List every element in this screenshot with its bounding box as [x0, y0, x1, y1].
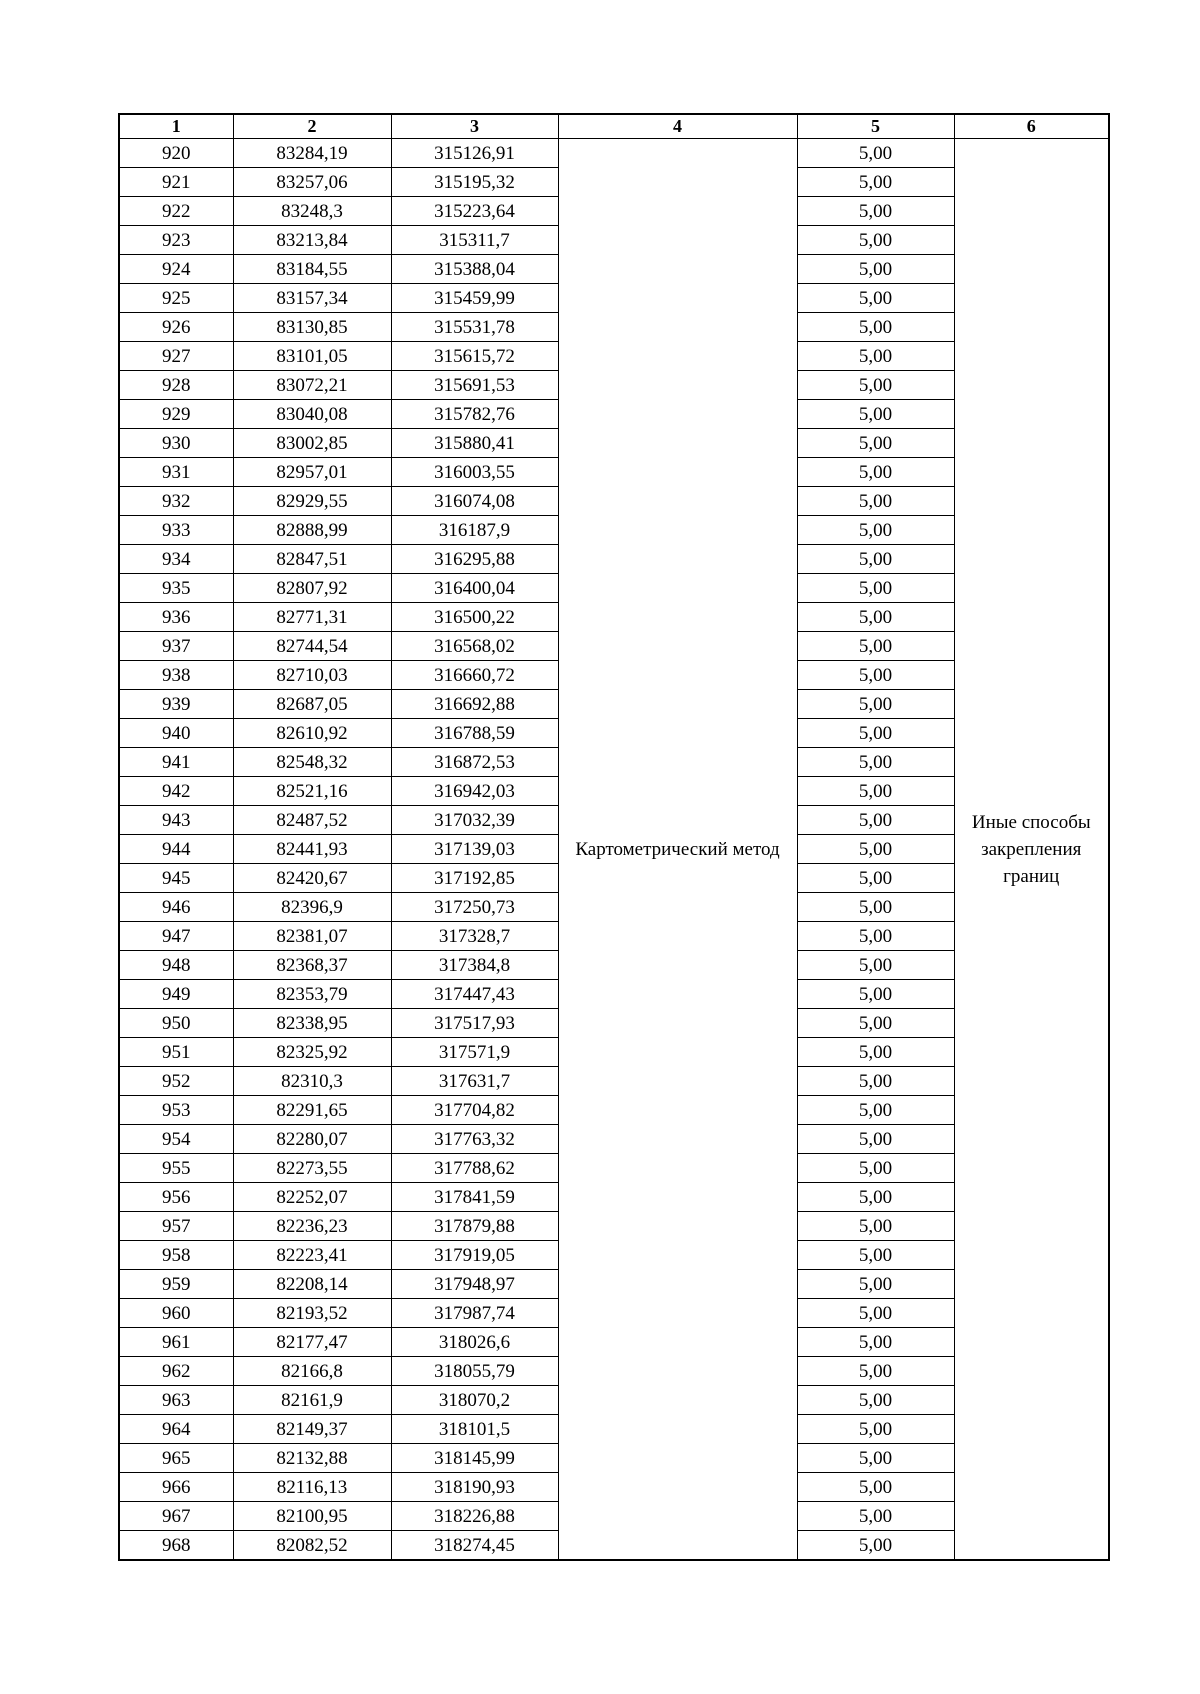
point-number-cell: 941	[119, 748, 233, 777]
accuracy-cell: 5,00	[797, 980, 954, 1009]
coordinate-y-cell: 316187,9	[391, 516, 558, 545]
point-number-cell: 948	[119, 951, 233, 980]
point-number-cell: 925	[119, 284, 233, 313]
point-number-cell: 932	[119, 487, 233, 516]
coordinate-x-cell: 82273,55	[233, 1154, 391, 1183]
point-number-cell: 957	[119, 1212, 233, 1241]
accuracy-cell: 5,00	[797, 777, 954, 806]
coordinate-y-cell: 316003,55	[391, 458, 558, 487]
accuracy-cell: 5,00	[797, 1212, 954, 1241]
point-number-cell: 926	[119, 313, 233, 342]
coordinate-x-cell: 82325,92	[233, 1038, 391, 1067]
boundary-points-table	[118, 113, 1110, 1561]
coordinate-x-cell: 82177,47	[233, 1328, 391, 1357]
coordinate-x-cell: 82338,95	[233, 1009, 391, 1038]
coordinate-x-cell: 82252,07	[233, 1183, 391, 1212]
coordinate-x-cell: 82687,05	[233, 690, 391, 719]
accuracy-cell: 5,00	[797, 806, 954, 835]
coordinate-y-cell: 316788,59	[391, 719, 558, 748]
header-col-5: 5	[797, 114, 954, 139]
coordinate-y-cell: 318026,6	[391, 1328, 558, 1357]
coordinate-y-cell: 317250,73	[391, 893, 558, 922]
point-number-cell: 947	[119, 922, 233, 951]
coordinate-y-cell: 317384,8	[391, 951, 558, 980]
fixing-method-cell: Иные способы закрепления границ	[954, 139, 1109, 1561]
point-number-cell: 959	[119, 1270, 233, 1299]
coordinate-x-cell: 83157,34	[233, 284, 391, 313]
coordinate-y-cell: 317032,39	[391, 806, 558, 835]
coordinate-x-cell: 83002,85	[233, 429, 391, 458]
coordinate-y-cell: 317948,97	[391, 1270, 558, 1299]
accuracy-cell: 5,00	[797, 690, 954, 719]
point-number-cell: 961	[119, 1328, 233, 1357]
table-row	[119, 139, 1109, 168]
point-number-cell: 938	[119, 661, 233, 690]
coordinate-x-cell: 83101,05	[233, 342, 391, 371]
coordinate-y-cell: 317328,7	[391, 922, 558, 951]
coordinate-y-cell: 317763,32	[391, 1125, 558, 1154]
coordinate-y-cell: 318101,5	[391, 1415, 558, 1444]
coordinate-x-cell: 83072,21	[233, 371, 391, 400]
coordinate-y-cell: 315195,32	[391, 168, 558, 197]
accuracy-cell: 5,00	[797, 1241, 954, 1270]
point-number-cell: 958	[119, 1241, 233, 1270]
point-number-cell: 965	[119, 1444, 233, 1473]
coordinate-x-cell: 82441,93	[233, 835, 391, 864]
coordinate-y-cell: 316942,03	[391, 777, 558, 806]
coordinate-x-cell: 83184,55	[233, 255, 391, 284]
accuracy-cell: 5,00	[797, 1357, 954, 1386]
coordinate-x-cell: 83040,08	[233, 400, 391, 429]
accuracy-cell: 5,00	[797, 1154, 954, 1183]
coordinate-x-cell: 82710,03	[233, 661, 391, 690]
point-number-cell: 967	[119, 1502, 233, 1531]
accuracy-cell: 5,00	[797, 1415, 954, 1444]
point-number-cell: 939	[119, 690, 233, 719]
coordinate-y-cell: 315311,7	[391, 226, 558, 255]
point-number-cell: 956	[119, 1183, 233, 1212]
coordinate-y-cell: 315459,99	[391, 284, 558, 313]
coordinate-x-cell: 82100,95	[233, 1502, 391, 1531]
point-number-cell: 953	[119, 1096, 233, 1125]
point-number-cell: 922	[119, 197, 233, 226]
point-number-cell: 966	[119, 1473, 233, 1502]
point-number-cell: 950	[119, 1009, 233, 1038]
coordinate-x-cell: 82082,52	[233, 1531, 391, 1561]
point-number-cell: 946	[119, 893, 233, 922]
header-row	[119, 114, 1109, 139]
coordinate-y-cell: 316692,88	[391, 690, 558, 719]
point-number-cell: 935	[119, 574, 233, 603]
coordinate-y-cell: 315223,64	[391, 197, 558, 226]
coordinate-y-cell: 316872,53	[391, 748, 558, 777]
accuracy-cell: 5,00	[797, 1473, 954, 1502]
accuracy-cell: 5,00	[797, 516, 954, 545]
coordinate-y-cell: 315615,72	[391, 342, 558, 371]
coordinate-x-cell: 82353,79	[233, 980, 391, 1009]
accuracy-cell: 5,00	[797, 1183, 954, 1212]
accuracy-cell: 5,00	[797, 951, 954, 980]
accuracy-cell: 5,00	[797, 1328, 954, 1357]
point-number-cell: 942	[119, 777, 233, 806]
coordinate-x-cell: 82420,67	[233, 864, 391, 893]
accuracy-cell: 5,00	[797, 1270, 954, 1299]
coordinate-y-cell: 318190,93	[391, 1473, 558, 1502]
point-number-cell: 930	[119, 429, 233, 458]
coordinate-x-cell: 83130,85	[233, 313, 391, 342]
coordinate-y-cell: 315691,53	[391, 371, 558, 400]
coordinate-y-cell: 316074,08	[391, 487, 558, 516]
accuracy-cell: 5,00	[797, 168, 954, 197]
point-number-cell: 968	[119, 1531, 233, 1561]
coordinate-y-cell: 316660,72	[391, 661, 558, 690]
accuracy-cell: 5,00	[797, 835, 954, 864]
accuracy-cell: 5,00	[797, 429, 954, 458]
point-number-cell: 940	[119, 719, 233, 748]
accuracy-cell: 5,00	[797, 1038, 954, 1067]
point-number-cell: 951	[119, 1038, 233, 1067]
accuracy-cell: 5,00	[797, 313, 954, 342]
coordinate-x-cell: 82193,52	[233, 1299, 391, 1328]
coordinate-x-cell: 82149,37	[233, 1415, 391, 1444]
point-number-cell: 936	[119, 603, 233, 632]
coordinate-x-cell: 82929,55	[233, 487, 391, 516]
coordinate-x-cell: 83257,06	[233, 168, 391, 197]
coordinate-x-cell: 82161,9	[233, 1386, 391, 1415]
point-number-cell: 927	[119, 342, 233, 371]
coordinate-x-cell: 82291,65	[233, 1096, 391, 1125]
coordinate-x-cell: 82132,88	[233, 1444, 391, 1473]
coordinate-x-cell: 83213,84	[233, 226, 391, 255]
accuracy-cell: 5,00	[797, 545, 954, 574]
coordinate-x-cell: 82280,07	[233, 1125, 391, 1154]
coordinate-y-cell: 316400,04	[391, 574, 558, 603]
point-number-cell: 928	[119, 371, 233, 400]
coordinate-x-cell: 82807,92	[233, 574, 391, 603]
coordinate-y-cell: 316295,88	[391, 545, 558, 574]
coordinate-y-cell: 318274,45	[391, 1531, 558, 1561]
coordinate-y-cell: 317571,9	[391, 1038, 558, 1067]
point-number-cell: 963	[119, 1386, 233, 1415]
accuracy-cell: 5,00	[797, 226, 954, 255]
coordinate-x-cell: 82381,07	[233, 922, 391, 951]
coordinate-y-cell: 317841,59	[391, 1183, 558, 1212]
accuracy-cell: 5,00	[797, 371, 954, 400]
accuracy-cell: 5,00	[797, 400, 954, 429]
accuracy-cell: 5,00	[797, 284, 954, 313]
coordinate-x-cell: 82166,8	[233, 1357, 391, 1386]
point-number-cell: 921	[119, 168, 233, 197]
accuracy-cell: 5,00	[797, 255, 954, 284]
header-col-1: 1	[119, 114, 233, 139]
coordinate-y-cell: 318055,79	[391, 1357, 558, 1386]
coordinate-y-cell: 317517,93	[391, 1009, 558, 1038]
coordinate-y-cell: 315126,91	[391, 139, 558, 168]
header-col-3: 3	[391, 114, 558, 139]
coordinate-x-cell: 82208,14	[233, 1270, 391, 1299]
coordinate-y-cell: 315782,76	[391, 400, 558, 429]
coordinate-x-cell: 82957,01	[233, 458, 391, 487]
header-col-2: 2	[233, 114, 391, 139]
coordinate-y-cell: 316568,02	[391, 632, 558, 661]
coordinate-y-cell: 315880,41	[391, 429, 558, 458]
accuracy-cell: 5,00	[797, 1009, 954, 1038]
coordinate-x-cell: 82223,41	[233, 1241, 391, 1270]
accuracy-cell: 5,00	[797, 139, 954, 168]
point-number-cell: 949	[119, 980, 233, 1009]
point-number-cell: 955	[119, 1154, 233, 1183]
accuracy-cell: 5,00	[797, 632, 954, 661]
coordinate-y-cell: 317139,03	[391, 835, 558, 864]
point-number-cell: 924	[119, 255, 233, 284]
accuracy-cell: 5,00	[797, 719, 954, 748]
coordinate-y-cell: 317631,7	[391, 1067, 558, 1096]
accuracy-cell: 5,00	[797, 1299, 954, 1328]
accuracy-cell: 5,00	[797, 487, 954, 516]
coordinate-y-cell: 315531,78	[391, 313, 558, 342]
coordinate-x-cell: 82847,51	[233, 545, 391, 574]
accuracy-cell: 5,00	[797, 197, 954, 226]
coordinate-x-cell: 82396,9	[233, 893, 391, 922]
coordinate-y-cell: 318070,2	[391, 1386, 558, 1415]
accuracy-cell: 5,00	[797, 1096, 954, 1125]
point-number-cell: 931	[119, 458, 233, 487]
point-number-cell: 945	[119, 864, 233, 893]
coordinate-y-cell: 317987,74	[391, 1299, 558, 1328]
header-col-4: 4	[558, 114, 797, 139]
coordinate-x-cell: 82771,31	[233, 603, 391, 632]
coordinate-y-cell: 317788,62	[391, 1154, 558, 1183]
point-number-cell: 944	[119, 835, 233, 864]
accuracy-cell: 5,00	[797, 603, 954, 632]
accuracy-cell: 5,00	[797, 1386, 954, 1415]
accuracy-cell: 5,00	[797, 342, 954, 371]
coordinate-x-cell: 82487,52	[233, 806, 391, 835]
point-number-cell: 937	[119, 632, 233, 661]
point-number-cell: 920	[119, 139, 233, 168]
point-number-cell: 934	[119, 545, 233, 574]
coordinate-y-cell: 317704,82	[391, 1096, 558, 1125]
coordinate-x-cell: 82610,92	[233, 719, 391, 748]
coordinate-y-cell: 318145,99	[391, 1444, 558, 1473]
accuracy-cell: 5,00	[797, 922, 954, 951]
point-number-cell: 954	[119, 1125, 233, 1154]
coordinate-y-cell: 318226,88	[391, 1502, 558, 1531]
accuracy-cell: 5,00	[797, 1125, 954, 1154]
coordinate-x-cell: 82548,32	[233, 748, 391, 777]
coordinate-x-cell: 82116,13	[233, 1473, 391, 1502]
coordinate-y-cell: 317192,85	[391, 864, 558, 893]
coordinate-x-cell: 83284,19	[233, 139, 391, 168]
accuracy-cell: 5,00	[797, 748, 954, 777]
point-number-cell: 933	[119, 516, 233, 545]
coordinate-x-cell: 82236,23	[233, 1212, 391, 1241]
table-body	[119, 139, 1109, 1561]
header-col-6: 6	[954, 114, 1109, 139]
accuracy-cell: 5,00	[797, 1531, 954, 1561]
coordinate-y-cell: 315388,04	[391, 255, 558, 284]
point-number-cell: 943	[119, 806, 233, 835]
point-number-cell: 952	[119, 1067, 233, 1096]
accuracy-cell: 5,00	[797, 458, 954, 487]
point-number-cell: 960	[119, 1299, 233, 1328]
coordinate-y-cell: 317447,43	[391, 980, 558, 1009]
coordinate-x-cell: 82310,3	[233, 1067, 391, 1096]
point-number-cell: 962	[119, 1357, 233, 1386]
accuracy-cell: 5,00	[797, 1502, 954, 1531]
coordinate-y-cell: 317879,88	[391, 1212, 558, 1241]
accuracy-cell: 5,00	[797, 1444, 954, 1473]
coordinate-y-cell: 317919,05	[391, 1241, 558, 1270]
accuracy-cell: 5,00	[797, 893, 954, 922]
accuracy-cell: 5,00	[797, 661, 954, 690]
point-number-cell: 929	[119, 400, 233, 429]
coordinate-x-cell: 83248,3	[233, 197, 391, 226]
point-number-cell: 923	[119, 226, 233, 255]
method-cell: Картометрический метод	[558, 139, 797, 1561]
coordinate-y-cell: 316500,22	[391, 603, 558, 632]
coordinate-x-cell: 82888,99	[233, 516, 391, 545]
point-number-cell: 964	[119, 1415, 233, 1444]
accuracy-cell: 5,00	[797, 1067, 954, 1096]
accuracy-cell: 5,00	[797, 574, 954, 603]
coordinate-x-cell: 82521,16	[233, 777, 391, 806]
coordinate-x-cell: 82368,37	[233, 951, 391, 980]
accuracy-cell: 5,00	[797, 864, 954, 893]
coordinate-x-cell: 82744,54	[233, 632, 391, 661]
